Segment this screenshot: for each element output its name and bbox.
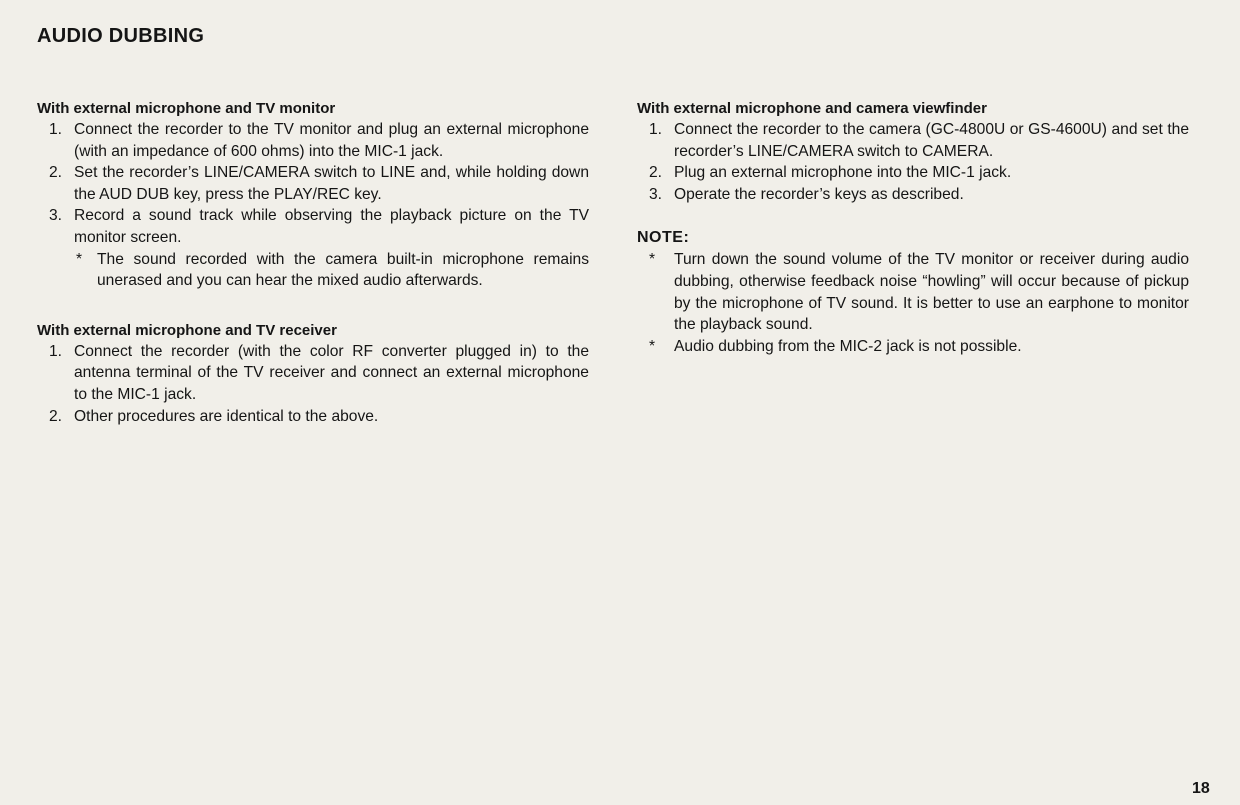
step-number: 2. bbox=[649, 164, 663, 182]
asterisk: * bbox=[649, 251, 656, 269]
note-text: Turn down the sound volume of the TV monitor or receiver during audio dubbing, otherwise feedback noise “howling” will occur because of pickup by the microphone of TV sound. It is better to use an earphone to monitor the playback sound. bbox=[674, 251, 1189, 334]
section-tv-receiver bbox=[37, 320, 589, 427]
asterisk: * bbox=[76, 250, 83, 268]
section-heading: With external microphone and TV receiver bbox=[37, 321, 337, 339]
section-spacer bbox=[37, 292, 589, 320]
sub-note-text: The sound recorded with the camera built-in microphone remains unerased and you can hear the mixed audio afterwards. bbox=[97, 250, 589, 290]
section-heading: With external microphone and TV monitor bbox=[37, 100, 336, 117]
step-item bbox=[37, 162, 589, 205]
step-text: Other procedures are identical to the above. bbox=[74, 407, 379, 425]
sub-note bbox=[74, 249, 589, 292]
step-text: Record a sound track while observing the playback picture on the TV monitor screen. bbox=[74, 207, 589, 246]
step-number: 2. bbox=[49, 164, 63, 182]
step-item bbox=[37, 205, 589, 248]
section-tv-monitor bbox=[37, 98, 589, 292]
note-item bbox=[637, 336, 1189, 358]
step-item bbox=[37, 119, 589, 162]
note-section bbox=[637, 227, 1189, 357]
section-heading: With external microphone and camera viewfinder bbox=[637, 100, 987, 117]
step-item bbox=[637, 119, 1189, 162]
page-number: 18 bbox=[1192, 780, 1210, 797]
step-number: 3. bbox=[49, 207, 63, 225]
step-list bbox=[637, 119, 1189, 205]
step-item bbox=[637, 184, 1189, 206]
right-column bbox=[637, 98, 1189, 357]
step-text: Connect the recorder to the camera (GC-4800U or GS-4600U) and set the recorder’s LINE/CAMERA switch to CAMERA. bbox=[674, 121, 1189, 160]
step-number: 1. bbox=[49, 121, 63, 138]
asterisk: * bbox=[649, 337, 656, 355]
step-item bbox=[37, 406, 589, 428]
step-item bbox=[637, 162, 1189, 184]
page-title: AUDIO DUBBING bbox=[37, 25, 205, 47]
step-number: 3. bbox=[649, 185, 663, 203]
note-item bbox=[637, 249, 1189, 335]
step-text: Connect the recorder (with the color RF converter plugged in) to the antenna terminal of the TV receiver and connect an external microphone to the MIC-1 jack. bbox=[74, 342, 589, 403]
step-number: 1. bbox=[49, 342, 63, 360]
left-column bbox=[37, 98, 589, 427]
step-text: Set the recorder’s LINE/CAMERA switch to LINE and, while holding down the AUD DUB key, press the PLAY/REC key. bbox=[74, 164, 589, 203]
step-list bbox=[37, 341, 589, 427]
step-item bbox=[37, 341, 589, 406]
step-text: Connect the recorder to the TV monitor and plug an external microphone (with an impedance of 600 ohms) into the MIC-1 jack. bbox=[74, 121, 589, 160]
step-text: Operate the recorder’s keys as described. bbox=[674, 185, 964, 203]
step-text: Plug an external microphone into the MIC-1 jack. bbox=[674, 164, 1012, 182]
section-camera-viewfinder bbox=[637, 98, 1189, 205]
step-list bbox=[37, 119, 589, 249]
step-number: 1. bbox=[649, 121, 663, 138]
step-number: 2. bbox=[49, 407, 63, 425]
note-heading: NOTE: bbox=[637, 229, 690, 247]
note-text: Audio dubbing from the MIC-2 jack is not possible. bbox=[674, 337, 1022, 355]
